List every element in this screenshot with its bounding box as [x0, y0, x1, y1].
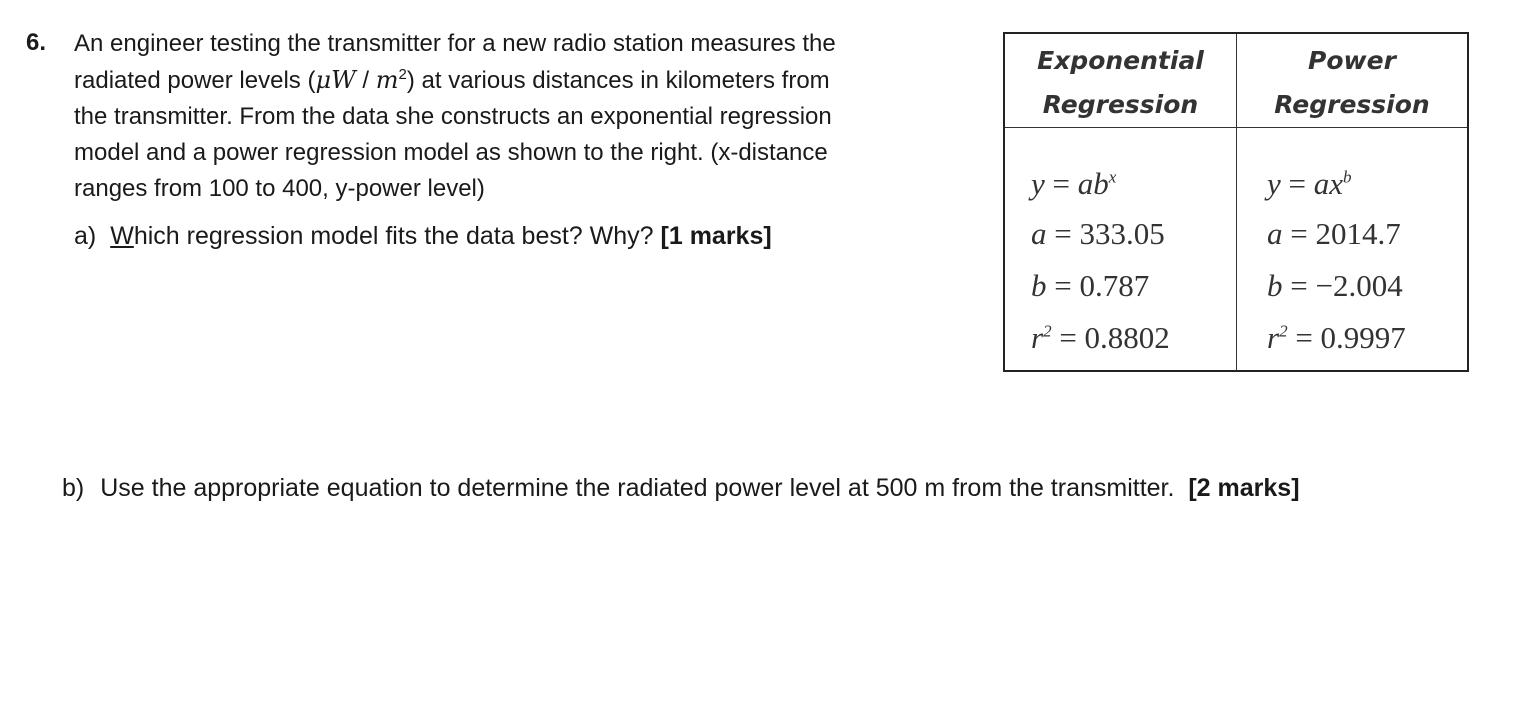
exponential-header-line-1: Exponential [1037, 46, 1204, 75]
table-equation-row [1004, 128, 1468, 372]
exponential-r2-value [1031, 312, 1236, 364]
exp-eq-base: ab [1077, 166, 1109, 201]
exp-b-val: = 0.787 [1046, 268, 1150, 303]
power-r2-value [1267, 312, 1467, 364]
question-text [74, 26, 956, 207]
question-line-4: model and a power regression model as shown to the right. (x-distance [74, 139, 828, 166]
unit-m: m [375, 66, 399, 94]
regression-table [1003, 32, 1469, 372]
exp-eq-exponent: x [1108, 167, 1117, 187]
part-a-label: a) [74, 222, 97, 250]
pow-a-var: a [1267, 216, 1283, 251]
power-header-line-2: Regression [1274, 90, 1430, 119]
exponential-header-cell [1004, 33, 1237, 128]
unit-mu: μ [315, 66, 332, 94]
exp-eq-equals: = [1044, 166, 1078, 201]
power-equations-cell [1237, 128, 1469, 372]
question-line-1: An engineer testing the transmitter for a new radio station measures the [74, 30, 836, 57]
part-b [62, 474, 1300, 503]
power-header-line-1: Power [1308, 46, 1396, 75]
exp-a-var: a [1031, 216, 1047, 251]
part-a-text: hich regression model fits the data best? Why? [133, 222, 654, 250]
question-line-2-start: radiated power levels ( [74, 67, 316, 94]
part-a-first-letter: W [110, 222, 134, 250]
exponential-b-value [1031, 260, 1236, 312]
question-line-2-end: ) at various distances in kilometers from [406, 67, 830, 94]
power-b-value [1267, 260, 1467, 312]
power-header [1237, 34, 1467, 127]
exp-a-val: = 333.05 [1046, 216, 1165, 251]
exp-b-var: b [1031, 268, 1047, 303]
pow-b-val: = −2.004 [1282, 268, 1403, 303]
pow-a-val: = 2014.7 [1282, 216, 1401, 251]
exp-r-exponent: 2 [1043, 321, 1052, 341]
pow-r-var: r [1267, 320, 1280, 355]
exponential-a-value [1031, 208, 1236, 260]
power-a-value [1267, 208, 1467, 260]
pow-eq-equals: = [1280, 166, 1314, 201]
question-line-5: ranges from 100 to 400, y-power level) [74, 175, 485, 202]
table-header-row [1004, 33, 1468, 128]
exp-eq-lhs: y [1031, 166, 1045, 201]
exponential-header [1005, 34, 1236, 127]
unit-exponent: 2 [398, 66, 407, 83]
exp-r-var: r [1031, 320, 1044, 355]
exponential-equations-cell [1004, 128, 1237, 372]
pow-r-val: = 0.9997 [1287, 320, 1406, 355]
question-number: 6. [26, 29, 47, 56]
part-b-label: b) [62, 474, 85, 502]
power-equation [1267, 158, 1467, 208]
part-b-text: Use the appropriate equation to determine the radiated power level at 500 m from the transmitter. [100, 474, 1175, 502]
pow-eq-base: ax [1313, 166, 1344, 201]
part-b-marks: [2 marks] [1188, 474, 1300, 502]
part-a [74, 222, 772, 251]
pow-b-var: b [1267, 268, 1283, 303]
question-line-3: the transmitter. From the data she constructs an exponential regression [74, 103, 832, 130]
power-equations [1237, 128, 1467, 370]
exponential-equations [1005, 128, 1236, 370]
question-block [26, 26, 956, 207]
exp-r-val: = 0.8802 [1051, 320, 1170, 355]
pow-eq-lhs: y [1267, 166, 1281, 201]
question-line-2 [74, 62, 956, 99]
part-a-marks: [1 marks] [660, 222, 772, 250]
exponential-equation [1031, 158, 1236, 208]
pow-eq-exponent: b [1343, 167, 1352, 187]
unit-w: W [331, 66, 356, 94]
power-header-cell [1237, 33, 1469, 128]
unit-slash: / [355, 67, 376, 94]
pow-r-exponent: 2 [1279, 321, 1288, 341]
exponential-header-line-2: Regression [1042, 90, 1199, 119]
